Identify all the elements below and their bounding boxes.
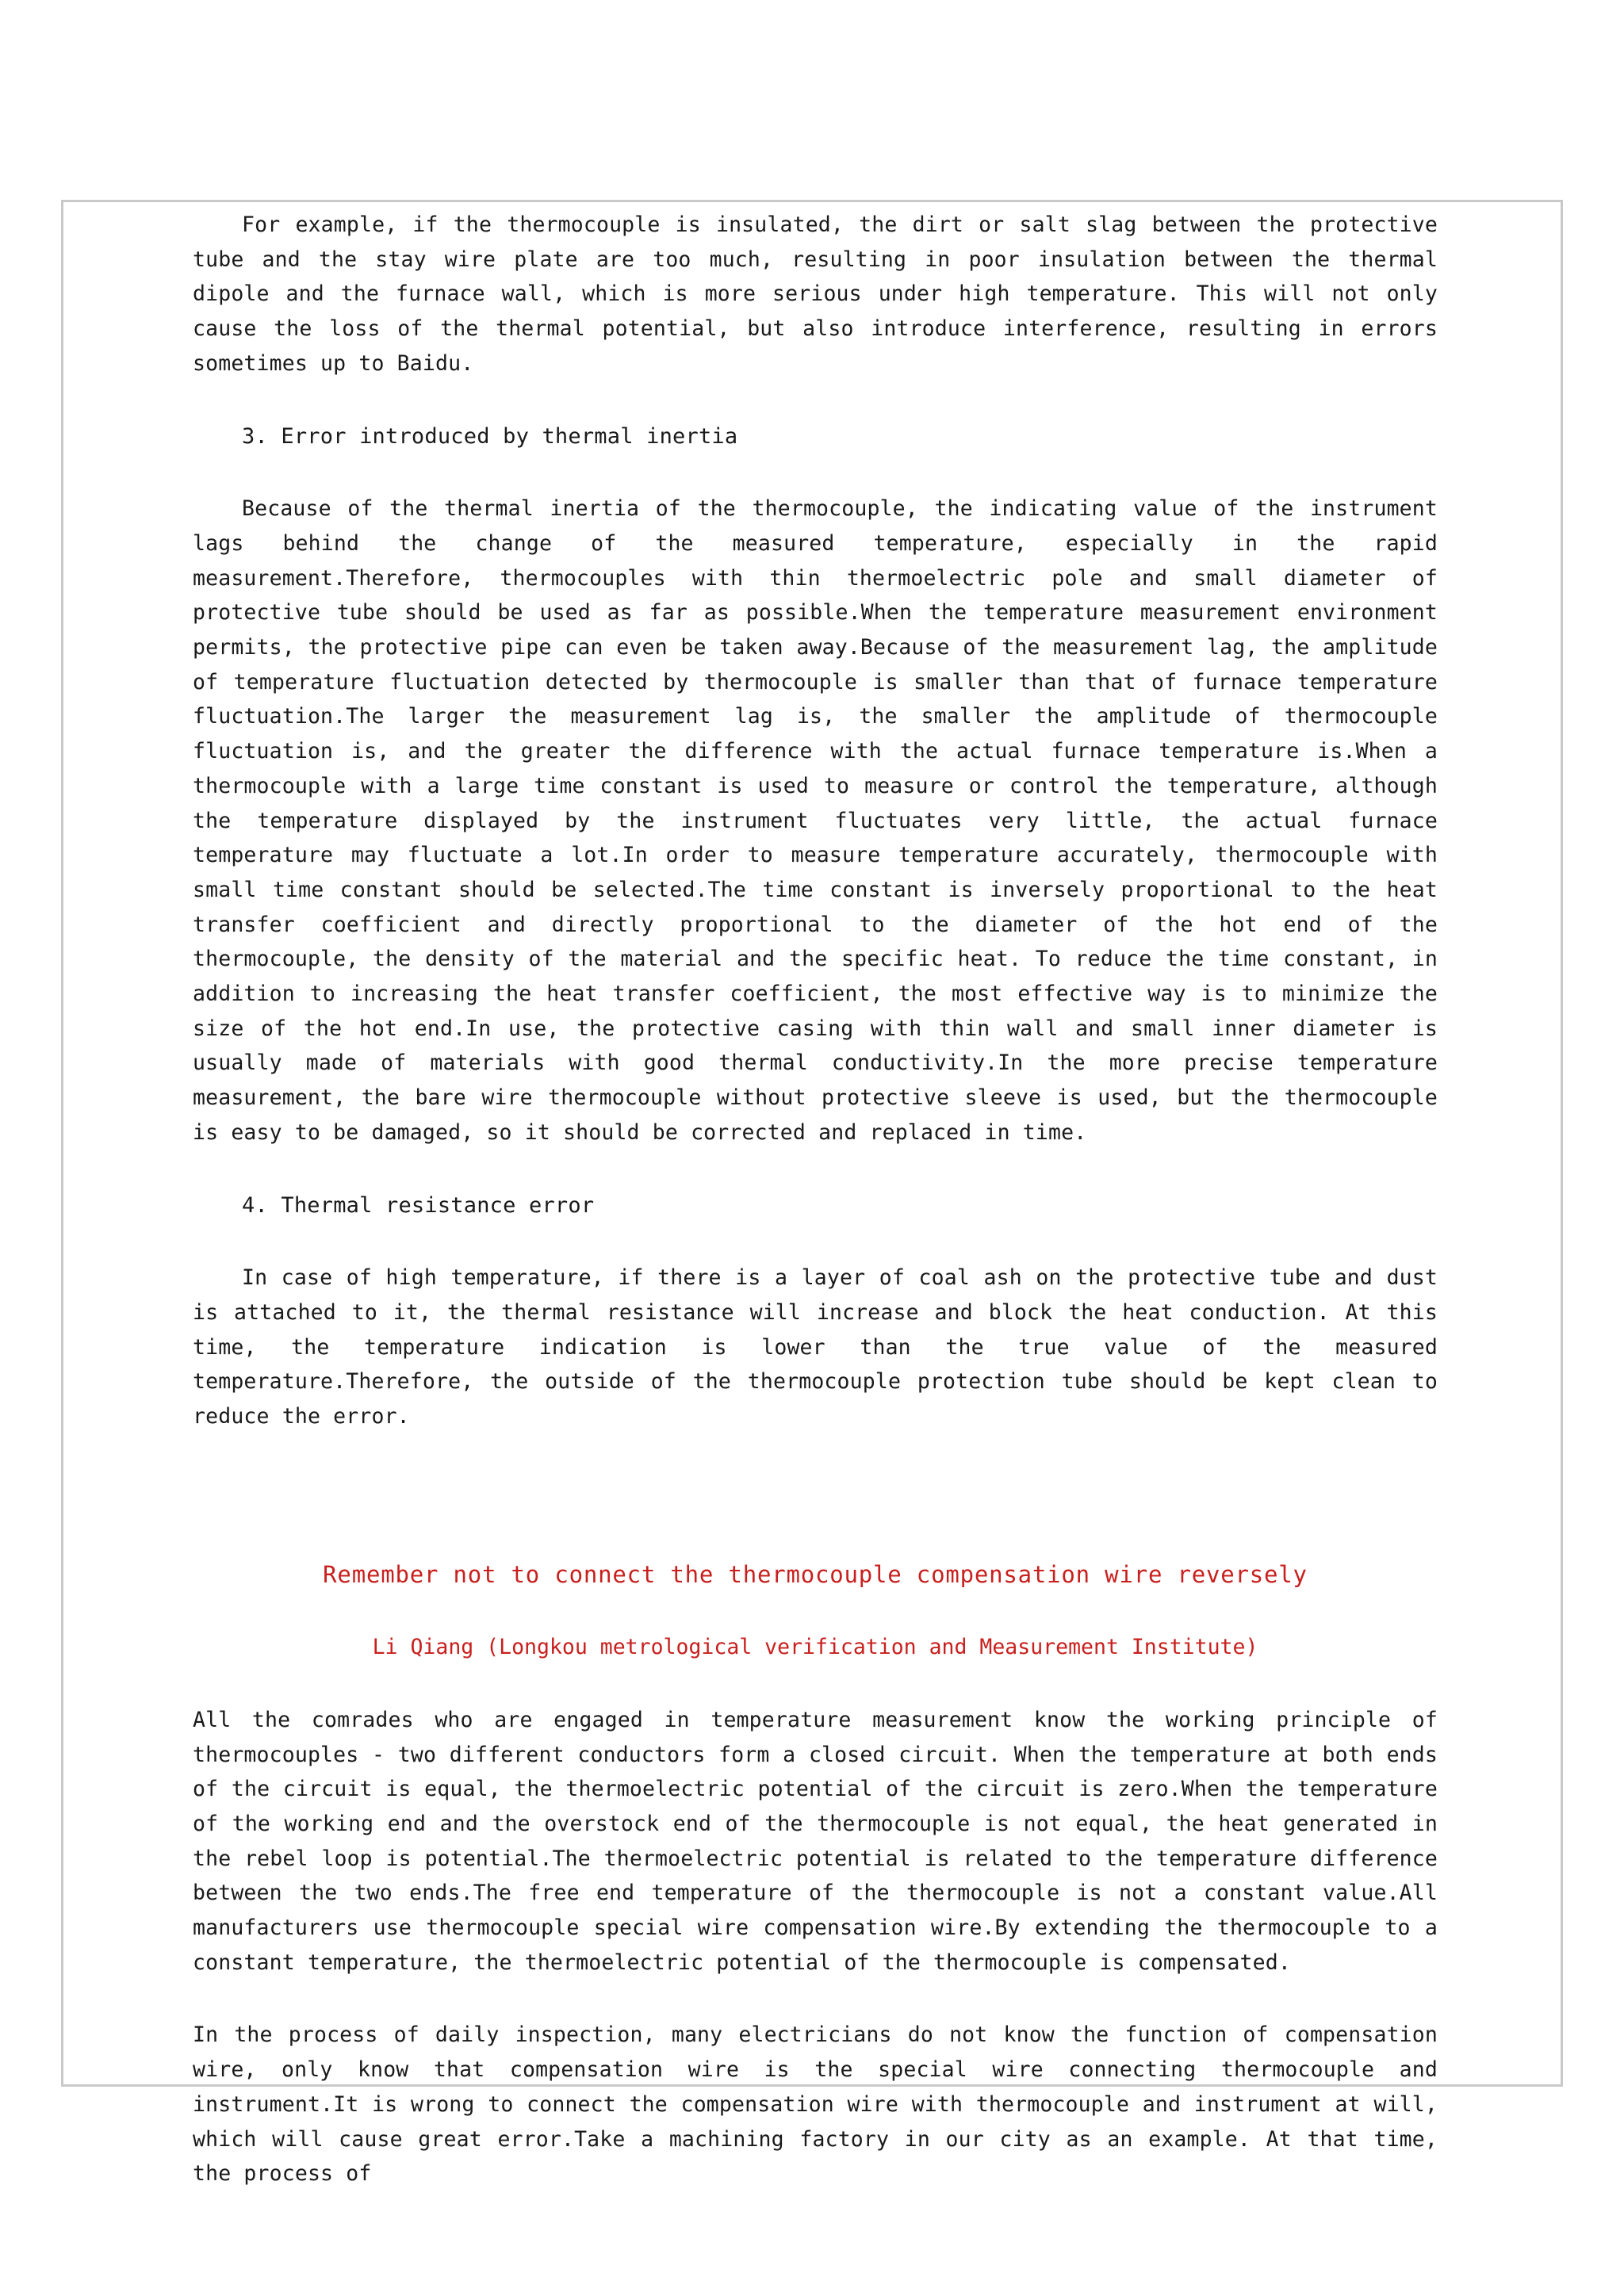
paragraph-working-principle: All the comrades who are engaged in temperature measurement know the working principle of thermocouples - two different conductors form a closed circuit. When the temperature at both ends of the circuit is equal, the thermoelectric potential of the circuit is zero.When the temperature of the working end and the overstock end of the thermocouple is not equal, the heat generated in the rebel loop is potential.The thermoelectric potential is related to the temperature difference between the two ends.The free end temperature of the thermocouple is not a constant value.All manufacturers use thermocouple special wire compensation wire.By extending the thermocouple to a constant temperature, the thermoelectric potential of the thermocouple is compensated. [193, 1707, 1438, 1975]
paragraph-thermal-inertia: Because of the thermal inertia of the thermocouple, the indicating value of the instrument lags behind the change of the measured temperature, especially in the rapid measurement.Therefore, thermocouples with thin thermoelectric pole and small diameter of protective tube should be used as far as possible.When the temperature measurement environment permits, the protective pipe can even be taken away.Because of the measurement lag, the amplitude of temperature fluctuation detected by thermocouple is smaller than that of furnace temperature fluctuation.The larger the measurement lag is, the smaller the amplitude of thermocouple fluctuation is, and the greater the difference with the actual furnace temperature is.When a thermocouple with a large time constant is used to measure or control the temperature, although the temperature displayed by the instrument fluctuates very little, the actual furnace temperature may fluctuate a lot.In order to measure temperature accurately, thermocouple with small time constant should be selected.The time constant is inversely proportional to the heat transfer coefficient and directly proportional to the diameter of the hot end of the thermocouple, the density of the material and the specific heat. To reduce the time constant, in addition to increasing the heat transfer coefficient, the most effective way is to minimize the size of the hot end.In use, the protective casing with thin wall and small inner diameter is usually made of materials with good thermal conductivity.In the more precise temperature measurement, the bare wire thermocouple without protective sleeve is used, but the thermocouple is easy to be damaged, so it should be corrected and replaced in time. [193, 496, 1438, 1145]
article-author: Li Qiang (Longkou metrological verification and Measurement Institute) [372, 1634, 1258, 1659]
paragraph-daily-inspection: In the process of daily inspection, many electricians do not know the function of compensation wire, only know that compensation wire is the special wire connecting thermocouple and instrument.It is wrong to connect the compensation wire with thermocouple and instrument at will, which will cause great error.Take a machining factory in our city as an example. At that time, the process of [193, 2022, 1438, 2187]
document-body [193, 208, 1438, 2191]
paragraph-thermal-resistance: In case of high temperature, if there is a layer of coal ash on the protective tube and dust is attached to it, the thermal resistance will increase and block the heat conduction. At this time, the temperature indication is lower than the true value of the measured temperature.Therefore, the outside of the thermocouple protection tube should be kept clean to reduce the error. [193, 1265, 1438, 1429]
paragraph-insulation: For example, if the thermocouple is insulated, the dirt or salt slag between the protective tube and the stay wire plate are too much, resulting in poor insulation between the thermal dipole and the furnace wall, which is more serious under high temperature. This will not only cause the loss of the thermal potential, but also introduce interference, resulting in errors sometimes up to Baidu. [193, 212, 1438, 376]
article-title: Remember not to connect the thermocouple compensation wire reversely [323, 1560, 1308, 1588]
section-heading-thermal-resistance: 4. Thermal resistance error [242, 1192, 595, 1218]
section-heading-thermal-inertia: 3. Error introduced by thermal inertia [242, 423, 738, 449]
